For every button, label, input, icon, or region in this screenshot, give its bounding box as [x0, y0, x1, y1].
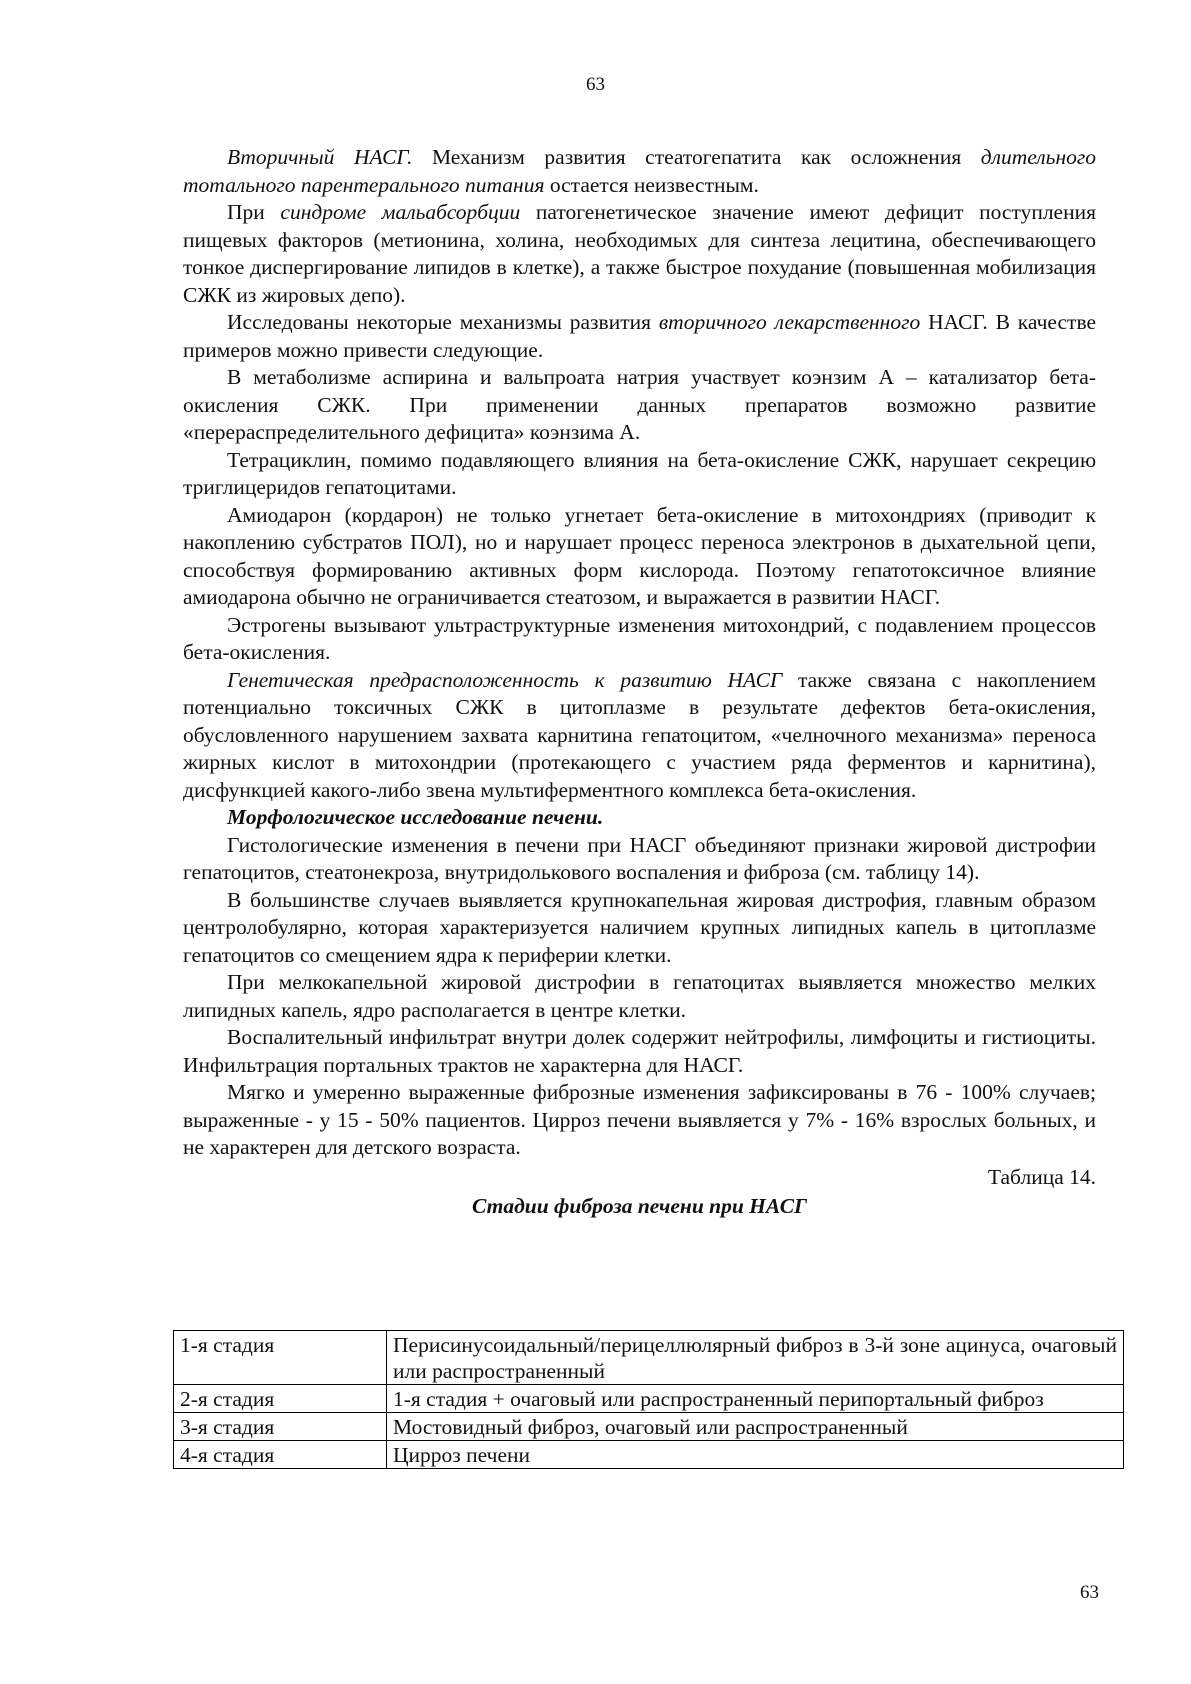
emphasis-text: Генетическая предрасположенность к развитию НАСГ — [227, 667, 783, 692]
table-label: Таблица 14. — [987, 1164, 1096, 1189]
paragraph-macrovesicular: В большинстве случаев выявляется крупнокапельная жировая дистрофия, главным образом центролобулярно, которая характеризуется наличием крупных липидных капель в цитоплазме гепатоцитов со смещением ядра к периферии клетки. — [183, 887, 1096, 967]
description-cell: 1-я стадия + очаговый или распространенный перипортальный фиброз — [387, 1385, 1124, 1413]
stage-cell: 3-я стадия — [174, 1413, 387, 1441]
table-row — [174, 1413, 1124, 1441]
paragraph-text: также связана с накоплением потенциально токсичных СЖК в цитоплазме в результате дефектов бета-окисления, обусловленного нарушением захвата карнитина гепатоцитом, «челночного механизма» переноса жирных кислот в митохондрии (протекающего с участием ряда ферментов и карнитина), дисфункцией какого-либо звена мультиферментного комплекса бета-окисления. — [183, 667, 1096, 802]
table-row — [174, 1331, 1124, 1385]
emphasis-text: синдроме мальабсорбции — [280, 200, 521, 224]
paragraph-drug-nash — [183, 309, 1096, 364]
paragraph-text: патогенетическое значение имеют дефицит поступления пищевых факторов (метионина, холина, необходимых для синтеза лецитина, обеспечивающего тонкое диспергирование липидов в клетке), а также быстрое похудание (повышенная мобилизация СЖК из жировых депо). — [183, 200, 1096, 307]
paragraph-genetic — [183, 667, 1096, 805]
paragraph-fibrosis: Мягко и умеренно выраженные фиброзные изменения зафиксированы в 76 - 100% случаев; выраженные - у 15 - 50% пациентов. Цирроз печени выявляется у 7% - 16% взрослых больных, и не характерен для детского возраста. — [183, 1080, 1096, 1159]
description-cell: Цирроз печени — [387, 1441, 1124, 1469]
paragraph-text: При — [227, 200, 281, 224]
emphasis-text: вторичного лекарственного — [658, 310, 921, 334]
paragraph-histology: Гистологические изменения в печени при НАСГ объединяют признаки жировой дистрофии гепатоцитов, стеатонекроза, внутридолькового воспаления и фиброза (см. таблицу 14). — [183, 832, 1096, 884]
table-title: Стадии фиброза печени при НАСГ — [471, 1194, 808, 1218]
paragraph-amiodarone: Амиодарон (кордарон) не только угнетает бета-окисление в митохондриях (приводит к накоплению субстратов ПОЛ), но и нарушает процесс переноса электронов в дыхательной цепи, способствуя формированию активных форм кислорода. Поэтому гепатотоксичное влияние амиодарона обычно не ограничивается стеатозом, и выражается в развитии НАСГ. — [183, 502, 1096, 609]
paragraph-secondary-nash — [183, 144, 1096, 199]
paragraph-microvesicular: При мелкокапельной жировой дистрофии в гепатоцитах выявляется множество мелких липидных капель, ядро располагается в центре клетки. — [183, 970, 1096, 1022]
paragraph-aspirin: В метаболизме аспирина и вальпроата натрия участвует коэнзим А – катализатор бета-окисления СЖК. При применении данных препаратов возможно развитие «перераспределительного дефицита» коэнзима А. — [183, 365, 1096, 444]
paragraph-tetracycline: Тетрациклин, помимо подавляющего влияния на бета-окисление СЖК, нарушает секрецию триглицеридов гепатоцитами. — [183, 447, 1096, 499]
paragraph-text: Механизм развития стеатогепатита как осложнения — [412, 145, 981, 169]
description-cell: Перисинусоидальный/перицеллюлярный фиброз в 3-й зоне ацинуса, очаговый или распространенный — [387, 1331, 1124, 1385]
description-cell: Мостовидный фиброз, очаговый или распространенный — [387, 1413, 1124, 1441]
paragraph-text: остается неизвестным. — [544, 172, 759, 197]
page-number-bottom: 63 — [1080, 1582, 1099, 1603]
paragraph-malabsorption — [183, 199, 1096, 309]
emphasis-text: длительного тотального парентерального питания — [183, 145, 1097, 197]
emphasis-text: Вторичный НАСГ. — [227, 145, 413, 169]
stage-cell: 4-я стадия — [174, 1441, 387, 1469]
paragraph-estrogens: Эстрогены вызывают ультраструктурные изменения митохондрий, с подавлением процессов бета-окисления. — [183, 612, 1096, 664]
fibrosis-stages-table — [173, 1330, 1124, 1469]
stage-cell: 2-я стадия — [174, 1385, 387, 1413]
paragraph-inflammation: Воспалительный инфильтрат внутри долек содержит нейтрофилы, лимфоциты и гистиоциты. Инфильтрация портальных трактов не характерна для НАСГ. — [183, 1025, 1096, 1077]
table-row — [174, 1441, 1124, 1469]
paragraph-text: Исследованы некоторые механизмы развития — [227, 310, 659, 334]
section-heading: Морфологическое исследование печени. — [227, 805, 604, 829]
table-row — [174, 1385, 1124, 1413]
page-number-top: 63 — [586, 74, 605, 95]
body-text — [183, 144, 1096, 1243]
stage-cell: 1-я стадия — [174, 1331, 387, 1385]
paragraph-text: НАСГ. В качестве примеров можно привести следующие. — [183, 310, 1097, 362]
